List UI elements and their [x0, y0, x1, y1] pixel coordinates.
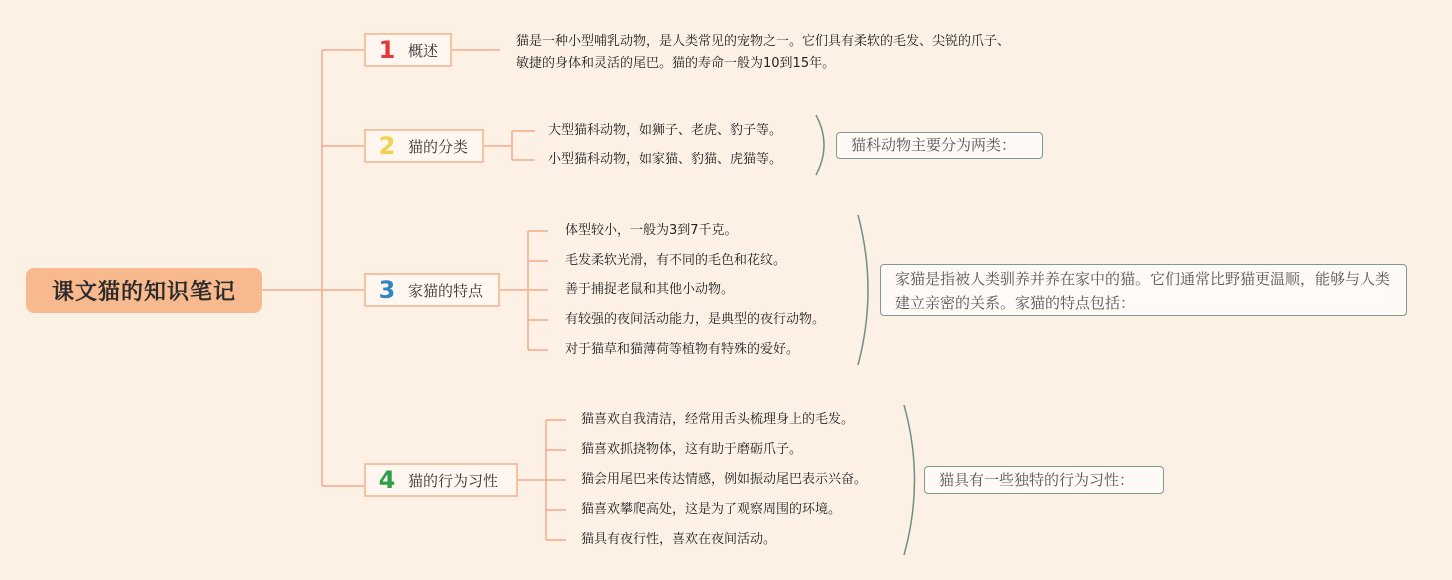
root-topic[interactable] [26, 268, 262, 313]
number-badge-1: 1 [378, 36, 396, 64]
branch-label: 概述 [408, 41, 439, 60]
branch-classification[interactable] [364, 129, 484, 163]
classification-summary[interactable]: 猫科动物主要分为两类： [836, 132, 1043, 159]
behavior-item[interactable]: 猫会用尾巴来传达情感，例如振动尾巴表示兴奋。 [581, 472, 868, 487]
branch-overview[interactable] [364, 33, 452, 67]
number-badge-4: 4 [378, 466, 396, 494]
branch-behavior[interactable] [364, 463, 518, 497]
number-badge-3: 3 [378, 276, 396, 304]
classification-item[interactable]: 大型猫科动物，如狮子、老虎、豹子等。 [548, 123, 783, 138]
branch-label: 猫的行为习性 [408, 471, 499, 490]
branch-label: 猫的分类 [408, 137, 469, 156]
behavior-summary[interactable]: 猫具有一些独特的行为习性： [924, 466, 1164, 494]
branch-label: 家猫的特点 [408, 281, 484, 300]
feature-item[interactable]: 有较强的夜间活动能力，是典型的夜行动物。 [565, 312, 826, 327]
feature-item[interactable]: 毛发柔软光滑，有不同的毛色和花纹。 [565, 253, 787, 268]
behavior-item[interactable]: 猫喜欢抓挠物体，这有助于磨砺爪子。 [581, 442, 803, 457]
overview-text[interactable]: 猫是一种小型哺乳动物，是人类常见的宠物之一。它们具有柔软的毛发、尖锐的爪子、敏捷的身体和灵活的尾巴。猫的寿命一般为10到15年。 [516, 34, 1011, 71]
features-summary[interactable]: 家猫是指被人类驯养并养在家中的猫。它们通常比野猫更温顺，能够与人类建立亲密的关系。家猫的特点包括： [880, 264, 1407, 316]
feature-item[interactable]: 对于猫草和猫薄荷等植物有特殊的爱好。 [565, 342, 800, 357]
behavior-item[interactable]: 猫具有夜行性，喜欢在夜间活动。 [581, 532, 777, 547]
number-badge-2: 2 [378, 132, 396, 160]
feature-item[interactable]: 善于捕捉老鼠和其他小动物。 [565, 282, 735, 297]
root-label: 课文猫的知识笔记 [51, 280, 236, 305]
branch-features[interactable] [364, 273, 500, 307]
behavior-item[interactable]: 猫喜欢攀爬高处，这是为了观察周围的环境。 [581, 502, 842, 517]
behavior-item[interactable]: 猫喜欢自我清洁，经常用舌头梳理身上的毛发。 [581, 412, 855, 427]
feature-item[interactable]: 体型较小，一般为3到7千克。 [565, 223, 738, 238]
classification-item[interactable]: 小型猫科动物，如家猫、豹猫、虎猫等。 [548, 152, 783, 167]
